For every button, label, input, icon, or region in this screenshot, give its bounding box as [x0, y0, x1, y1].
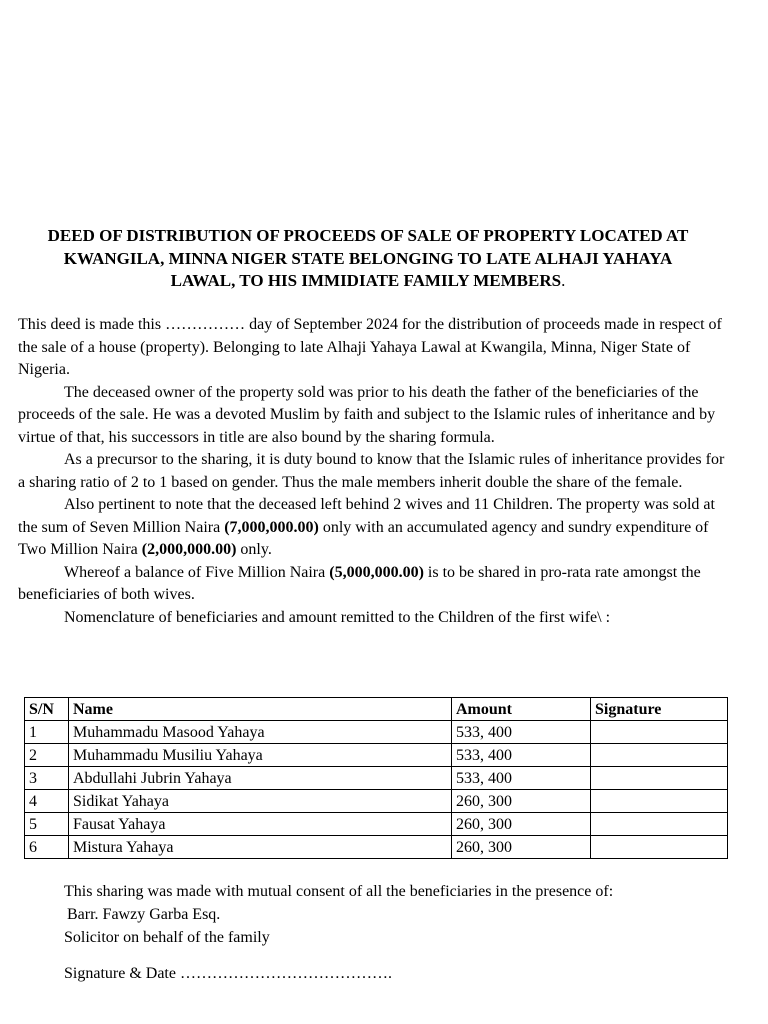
header-sn: S/N — [25, 698, 69, 721]
closing-section — [64, 880, 744, 985]
deed-body — [18, 314, 730, 629]
cell-signature[interactable] — [591, 767, 728, 790]
balance-amount: (5,000,000.00) — [329, 563, 424, 581]
header-signature: Signature — [591, 698, 728, 721]
table-header-row — [25, 698, 728, 721]
table-row — [25, 721, 728, 744]
sale-text-1: Also pertinent to note that the deceased left behind 2 wives and 11 Children. The property was sold at the sum of Seven Million Naira — [18, 496, 715, 536]
cell-amount: 533, 400 — [452, 721, 591, 744]
header-amount: Amount — [452, 698, 591, 721]
cell-signature[interactable] — [591, 721, 728, 744]
paragraph-intro: This deed is made this …………… day of September 2024 for the distribution of proceeds made in respect of the sale of a house (property). Belonging to late Alhaji Yahaya Lawal at Kwangila, Minna, Niger State of Nigeria. — [18, 316, 722, 378]
table-row — [25, 836, 728, 859]
cell-name: Fausat Yahaya — [69, 813, 452, 836]
solicitor-role: Solicitor on behalf of the family — [64, 929, 270, 946]
cell-signature[interactable] — [591, 744, 728, 767]
cell-sn: 4 — [25, 790, 69, 813]
table-row — [25, 813, 728, 836]
paragraph-balance — [18, 562, 730, 607]
balance-text-1: Whereof a balance of Five Million Naira — [64, 563, 330, 581]
sale-text-3: only. — [236, 541, 272, 558]
cell-sn: 3 — [25, 767, 69, 790]
title-period: . — [561, 271, 566, 290]
sale-amount: (7,000,000.00) — [224, 518, 319, 536]
title-line-1: DEED OF DISTRIBUTION OF PROCEEDS OF SALE OF PROPERTY LOCATED AT — [47, 226, 689, 245]
cell-sn: 6 — [25, 836, 69, 859]
cell-amount: 260, 300 — [452, 836, 591, 859]
cell-sn: 1 — [25, 721, 69, 744]
paragraph-sale-details — [18, 494, 730, 562]
cell-amount: 260, 300 — [452, 813, 591, 836]
beneficiaries-table — [24, 697, 728, 859]
cell-name: Muhammadu Masood Yahaya — [69, 721, 452, 744]
cell-name: Abdullahi Jubrin Yahaya — [69, 767, 452, 790]
cell-signature[interactable] — [591, 836, 728, 859]
cell-sn: 5 — [25, 813, 69, 836]
cell-amount: 533, 400 — [452, 767, 591, 790]
title-line-3 — [18, 270, 718, 293]
paragraph-nomenclature: Nomenclature of beneficiaries and amount remitted to the Children of the first wife\ : — [64, 608, 611, 626]
table-row — [25, 767, 728, 790]
document-title — [18, 225, 718, 293]
cell-amount: 260, 300 — [452, 790, 591, 813]
cell-signature[interactable] — [591, 813, 728, 836]
paragraph-deceased: The deceased owner of the property sold was prior to his death the father of the beneficiaries of the proceeds of the sale. He was a devoted Muslim by faith and subject to the Islamic rules of inheritance and by virtue of that, his successors in title are also bound by the sharing formula. — [18, 383, 716, 446]
table-row — [25, 744, 728, 767]
balance-text-2: is to be shared in pro-rata rate amongst the beneficiaries of both wives. — [18, 563, 701, 603]
table-row — [25, 790, 728, 813]
header-name: Name — [69, 698, 452, 721]
solicitor-name: Barr. Fawzy Garba Esq. — [67, 906, 221, 923]
cell-name: Muhammadu Musiliu Yahaya — [69, 744, 452, 767]
expenditure-amount: (2,000,000.00) — [141, 541, 237, 558]
cell-sn: 2 — [25, 744, 69, 767]
cell-signature[interactable] — [591, 790, 728, 813]
consent-statement: This sharing was made with mutual consent of all the beneficiaries in the presence of: — [64, 883, 614, 900]
sale-text-2: only with an accumulated agency and sundry expenditure of Two Million Naira — [18, 518, 709, 558]
title-line-2: KWANGILA, MINNA NIGER STATE BELONGING TO LATE ALHAJI YAHAYA — [63, 248, 673, 268]
title-line-3-text: LAWAL, TO HIS IMMIDIATE FAMILY MEMBERS — [170, 271, 562, 290]
cell-amount: 533, 400 — [452, 744, 591, 767]
signature-date-line[interactable]: Signature & Date …………………………………. — [64, 965, 392, 982]
cell-name: Sidikat Yahaya — [69, 790, 452, 813]
paragraph-inheritance-rules: As a precursor to the sharing, it is duty bound to know that the Islamic rules of inheritance provides for a sharing ratio of 2 to 1 based on gender. Thus the male members inherit double the share of the female. — [18, 451, 725, 491]
cell-name: Mistura Yahaya — [69, 836, 452, 859]
